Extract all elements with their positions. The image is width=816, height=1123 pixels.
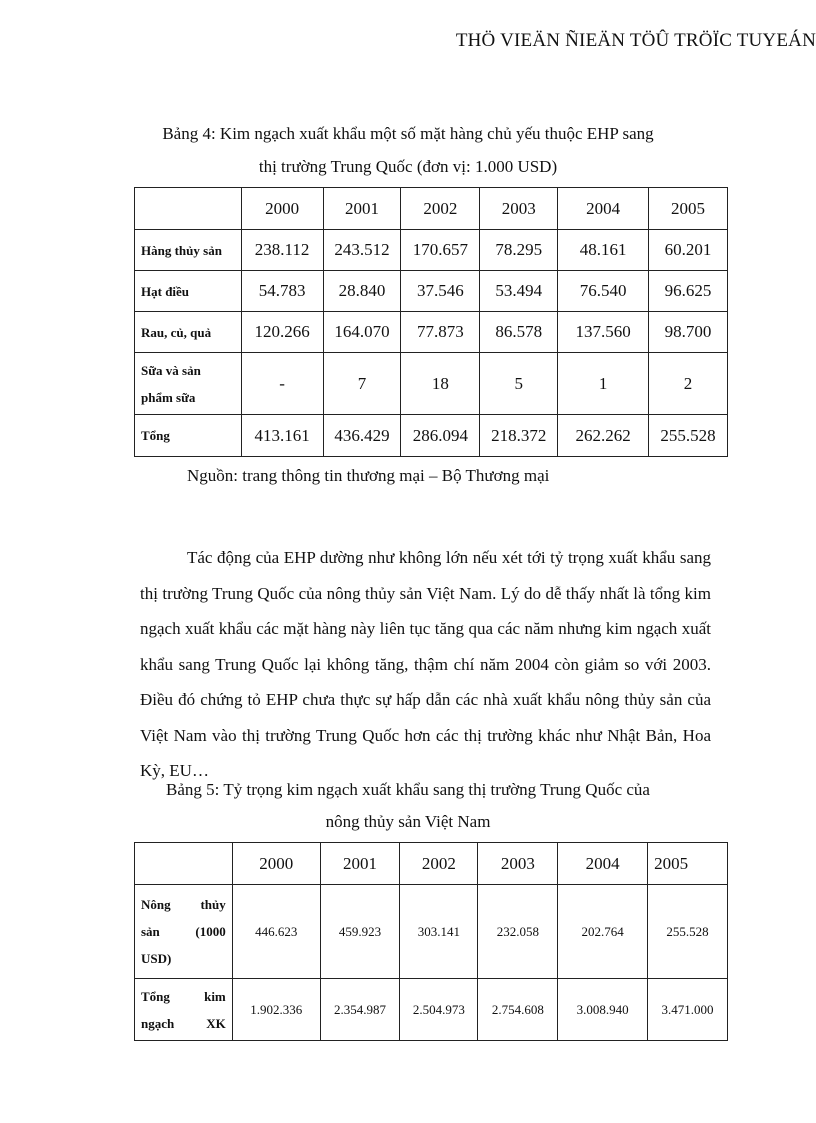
row-label: Tổng	[135, 415, 242, 457]
table4-source: Nguồn: trang thông tin thương mại – Bộ Thương mại	[187, 466, 550, 485]
table-cell: 238.112	[241, 230, 323, 271]
row-label	[135, 353, 242, 415]
table-cell: 60.201	[649, 230, 728, 271]
table-cell: 170.657	[401, 230, 480, 271]
table-cell: 286.094	[401, 415, 480, 457]
table-cell: 98.700	[649, 312, 728, 353]
table-cell: 28.840	[323, 271, 401, 312]
table4-caption-line2: thị trường Trung Quốc (đơn vị: 1.000 USD)	[258, 157, 558, 176]
row-label-line: ngạch XK	[141, 1015, 226, 1031]
table-cell: 2.754.608	[478, 979, 558, 1041]
table5-col-header: 2002	[400, 843, 478, 885]
row-label-line: phẩm sữa	[141, 389, 196, 405]
row-label: Hàng thủy sản	[135, 230, 242, 271]
table4-col-header: 2000	[241, 188, 323, 230]
row-label-line: sản (1000	[141, 924, 226, 939]
table4-col-header: 2003	[480, 188, 558, 230]
row-label-line: Tổng kim	[141, 988, 226, 1004]
table-cell: 3.008.940	[558, 979, 648, 1041]
row-label-line: USD)	[141, 951, 172, 966]
table5-col-header: 2000	[232, 843, 320, 885]
table-cell: 2.354.987	[320, 979, 400, 1041]
table-cell: 459.923	[320, 885, 400, 979]
table-row	[135, 979, 728, 1041]
table-cell: 218.372	[480, 415, 558, 457]
table-cell: 446.623	[232, 885, 320, 979]
table-cell: 1	[558, 353, 649, 415]
table-cell: -	[241, 353, 323, 415]
row-label: Rau, củ, quả	[135, 312, 242, 353]
table4-caption-line1: Bảng 4: Kim ngạch xuất khẩu một số mặt hàng chủ yếu thuộc EHP sang	[162, 124, 654, 143]
table-row	[135, 353, 728, 415]
row-label-line: Sữa và sản	[141, 362, 201, 378]
page-header: THÖ VIEÄN ÑIEÄN TÖÛ TRÖÏC TUYEÁN	[455, 30, 816, 51]
table-cell: 96.625	[649, 271, 728, 312]
table5-col-header: 2004	[558, 843, 648, 885]
table-cell: 3.471.000	[648, 979, 728, 1041]
table5-caption-line1: Bảng 5: Tỷ trọng kim ngạch xuất khẩu sang thị trường Trung Quốc của	[166, 780, 650, 799]
table-cell: 232.058	[478, 885, 558, 979]
table-cell: 5	[480, 353, 558, 415]
table-row	[135, 885, 728, 979]
table-cell: 1.902.336	[232, 979, 320, 1041]
table-cell: 2	[649, 353, 728, 415]
table-cell: 86.578	[480, 312, 558, 353]
table-cell: 262.262	[558, 415, 649, 457]
table-row	[135, 312, 728, 353]
table4-col-header: 2004	[558, 188, 649, 230]
table-cell: 436.429	[323, 415, 401, 457]
table4	[134, 187, 728, 457]
table-cell: 54.783	[241, 271, 323, 312]
table5-col-header: 2003	[478, 843, 558, 885]
table4-col-header: 2002	[401, 188, 480, 230]
table-cell: 76.540	[558, 271, 649, 312]
table5-caption-line2: nông thủy sản Việt Nam	[325, 812, 491, 831]
table-row	[135, 415, 728, 457]
table-cell: 48.161	[558, 230, 649, 271]
row-label-line: Nông thủy	[141, 897, 226, 912]
table5-col-header: 2001	[320, 843, 400, 885]
table5-corner-cell	[135, 843, 233, 885]
table-cell: 2.504.973	[400, 979, 478, 1041]
table-cell: 18	[401, 353, 480, 415]
table-cell: 77.873	[401, 312, 480, 353]
table-cell: 120.266	[241, 312, 323, 353]
table4-col-header: 2001	[323, 188, 401, 230]
table-cell: 255.528	[649, 415, 728, 457]
table4-corner-cell	[135, 188, 242, 230]
table-cell: 78.295	[480, 230, 558, 271]
table-cell: 413.161	[241, 415, 323, 457]
table-cell: 164.070	[323, 312, 401, 353]
table-cell: 243.512	[323, 230, 401, 271]
table5-header-row	[135, 843, 728, 885]
table5-col-header: 2005	[648, 843, 728, 885]
table-cell: 7	[323, 353, 401, 415]
table-cell: 303.141	[400, 885, 478, 979]
table-cell: 37.546	[401, 271, 480, 312]
row-label: Hạt điều	[135, 271, 242, 312]
table4-col-header: 2005	[649, 188, 728, 230]
row-label	[135, 979, 233, 1041]
row-label	[135, 885, 233, 979]
table-row	[135, 230, 728, 271]
table-cell: 255.528	[648, 885, 728, 979]
table4-header-row	[135, 188, 728, 230]
table5	[134, 842, 728, 1041]
table-cell: 53.494	[480, 271, 558, 312]
table-row	[135, 271, 728, 312]
body-paragraph: Tác động của EHP dường như không lớn nếu xét tới tỷ trọng xuất khẩu sang thị trường Trung Quốc của nông thủy sản Việt Nam. Lý do dễ thấy nhất là tổng kim ngạch xuất khẩu các mặt hàng này liên tục tăng qua các năm nhưng kim ngạch xuất khẩu sang Trung Quốc lại không tăng, thậm chí năm 2004 còn giảm so với 2003. Điều đó chứng tỏ EHP chưa thực sự hấp dẫn các nhà xuất khẩu nông thủy sản của Việt Nam vào thị trường Trung Quốc hơn các thị trường khác như Nhật Bản, Hoa Kỳ, EU…	[140, 548, 711, 780]
table-cell: 202.764	[558, 885, 648, 979]
table-cell: 137.560	[558, 312, 649, 353]
